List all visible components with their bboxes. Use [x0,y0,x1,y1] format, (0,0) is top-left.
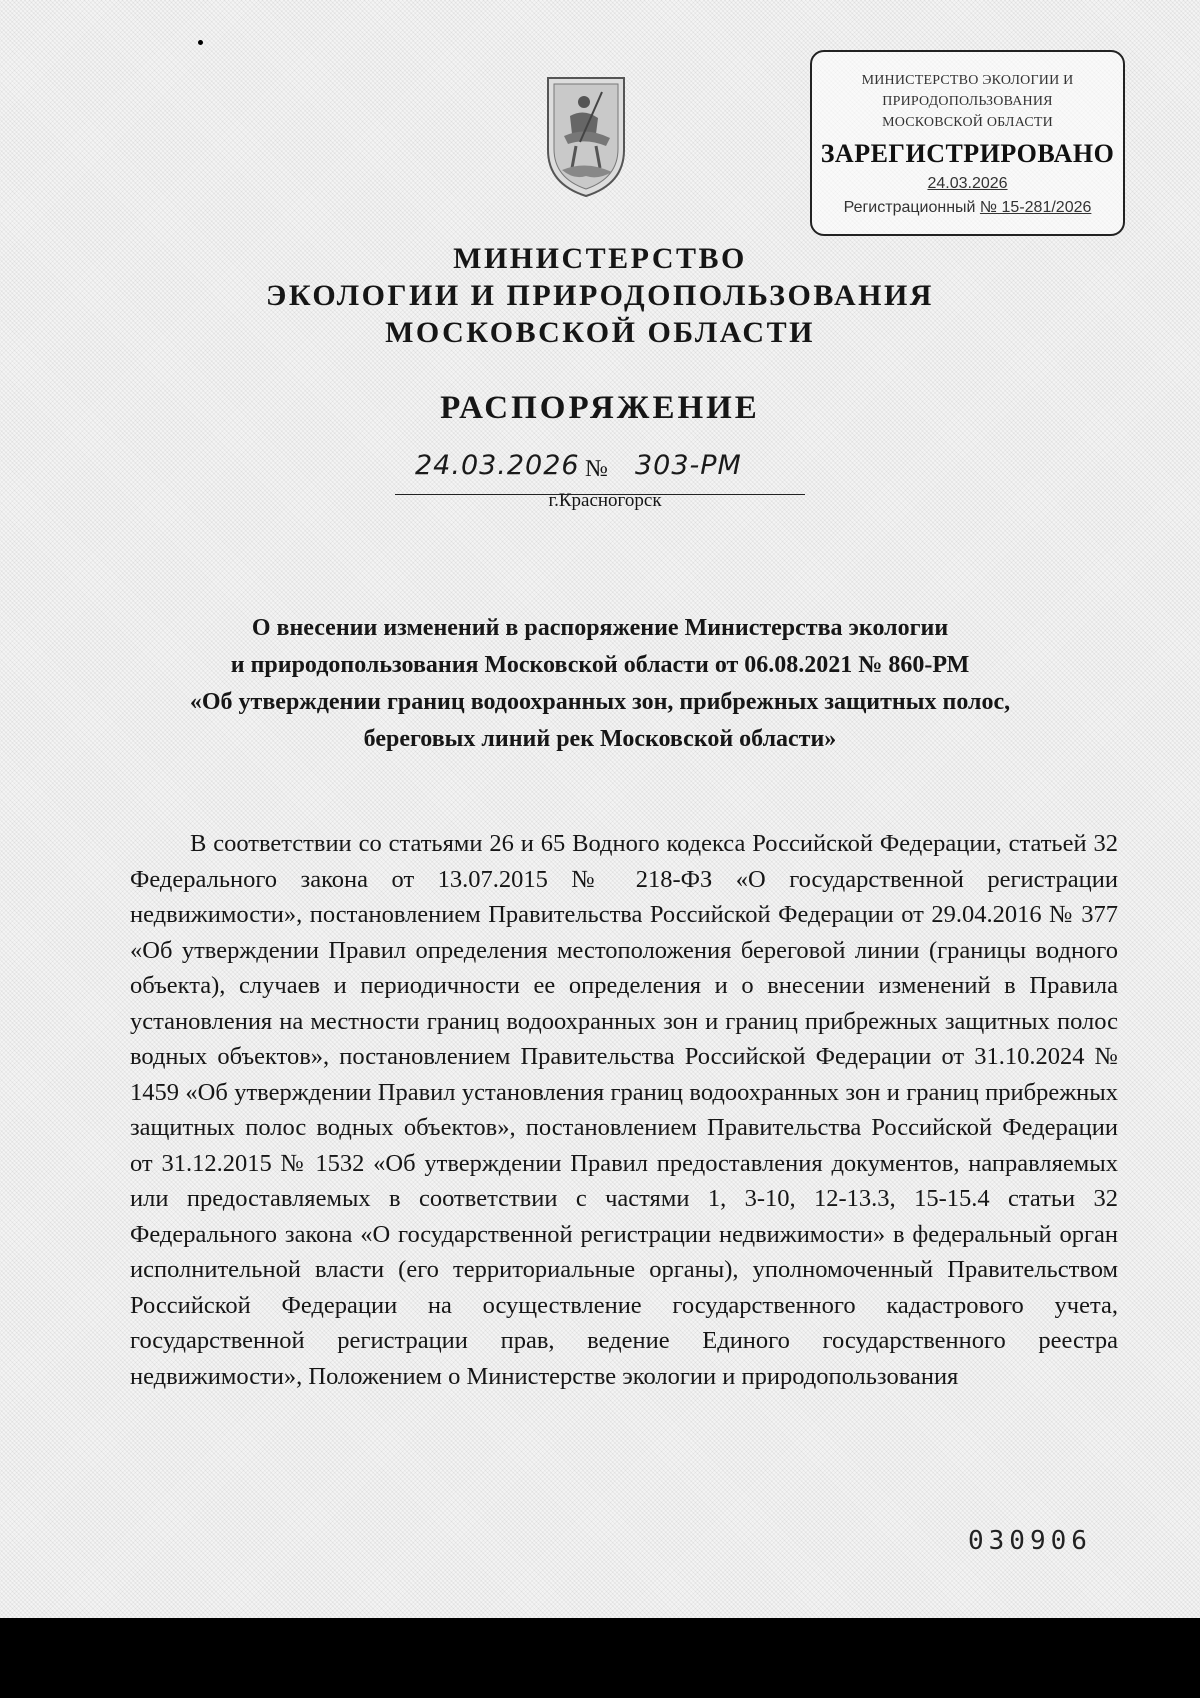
subject-line: О внесении изменений в распоряжение Министерства экологии [251,615,949,641]
ministry-title-line: ЭКОЛОГИИ И ПРИРОДОПОЛЬЗОВАНИЯ [266,279,934,312]
coat-of-arms-emblem [540,72,632,200]
date-number-line [395,448,805,495]
document-subject [100,610,1100,758]
stamp-org-line: МИНИСТЕРСТВО ЭКОЛОГИИ И [861,73,1074,88]
stamp-org-line: МОСКОВСКОЙ ОБЛАСТИ [882,115,1053,130]
subject-line: «Об утверждении границ водоохранных зон, прибрежных защитных полос, [189,689,1011,715]
handwritten-number: 303-РМ [635,450,742,481]
handwritten-date: 24.03.2026 [415,450,580,481]
stamp-org-line: ПРИРОДОПОЛЬЗОВАНИЯ [882,94,1053,109]
ministry-title-line: МОСКОВСКОЙ ОБЛАСТИ [385,316,815,349]
subject-line: береговых линий рек Московской области» [363,726,837,752]
document-type: РАСПОРЯЖЕНИЕ [440,390,760,426]
city: г.Красногорск [548,490,662,511]
stamp-date: 24.03.2026 [927,175,1008,192]
stamp-organization [812,70,1123,133]
stamp-registration-line [812,199,1123,217]
scan-bottom-border [0,1618,1200,1698]
stamp-reg-number: № 15-281/2026 [979,199,1092,216]
ministry-title [0,240,1200,351]
stamp-registered-label: ЗАРЕГИСТРИРОВАНО [820,139,1115,168]
ministry-title-line: МИНИСТЕРСТВО [453,242,747,275]
subject-line: и природопользования Московской области от 06.08.2021 № 860-РМ [230,652,970,678]
stamp-reg-label: Регистрационный [843,199,976,216]
number-sign: № [585,456,608,482]
body-paragraph [130,826,1118,1394]
body-text: В соответствии со статьями 26 и 65 Водного кодекса Российской Федерации, статьей 32 Федерального закона от 13.07.2015 № 218-ФЗ «О государственной регистрации недвижимости», постановлением Правительства Российской Федерации от 29.04.2016 № 377 «Об утверждении Правил определения местоположения береговой линии (границы водного объекта), случаев и периодичности ее определения и о внесении изменений в Правила установления на местности границ водоохранных зон и границ прибрежных защитных полос водных объектов», постановлением Правительства Российской Федерации от 31.10.2024 № 1459 «Об утверждении Правил установления границ водоохранных зон и границ прибрежных защитных полос водных объектов», постановлением Правительства Российской Федерации от 31.12.2015 № 1532 «Об утверждении Правил предоставления документов, направляемых или предоставляемых в соответствии с частями 1, 3-10, 12-13.3, 15-15.4 статьи 32 Федерального закона «О государственной регистрации недвижимости» в федеральный орган исполнительной власти (его территориальные органы), уполномоченный Правительством Российской Федерации на осуществление государственного кадастрового учета, государственной регистрации прав, ведение Единого государственного реестра недвижимости», Положением о Министерстве экологии и природопользования [130,830,1118,1390]
scan-speck [198,40,203,45]
page-code: 030906 [968,1526,1092,1556]
registration-stamp [810,50,1125,236]
